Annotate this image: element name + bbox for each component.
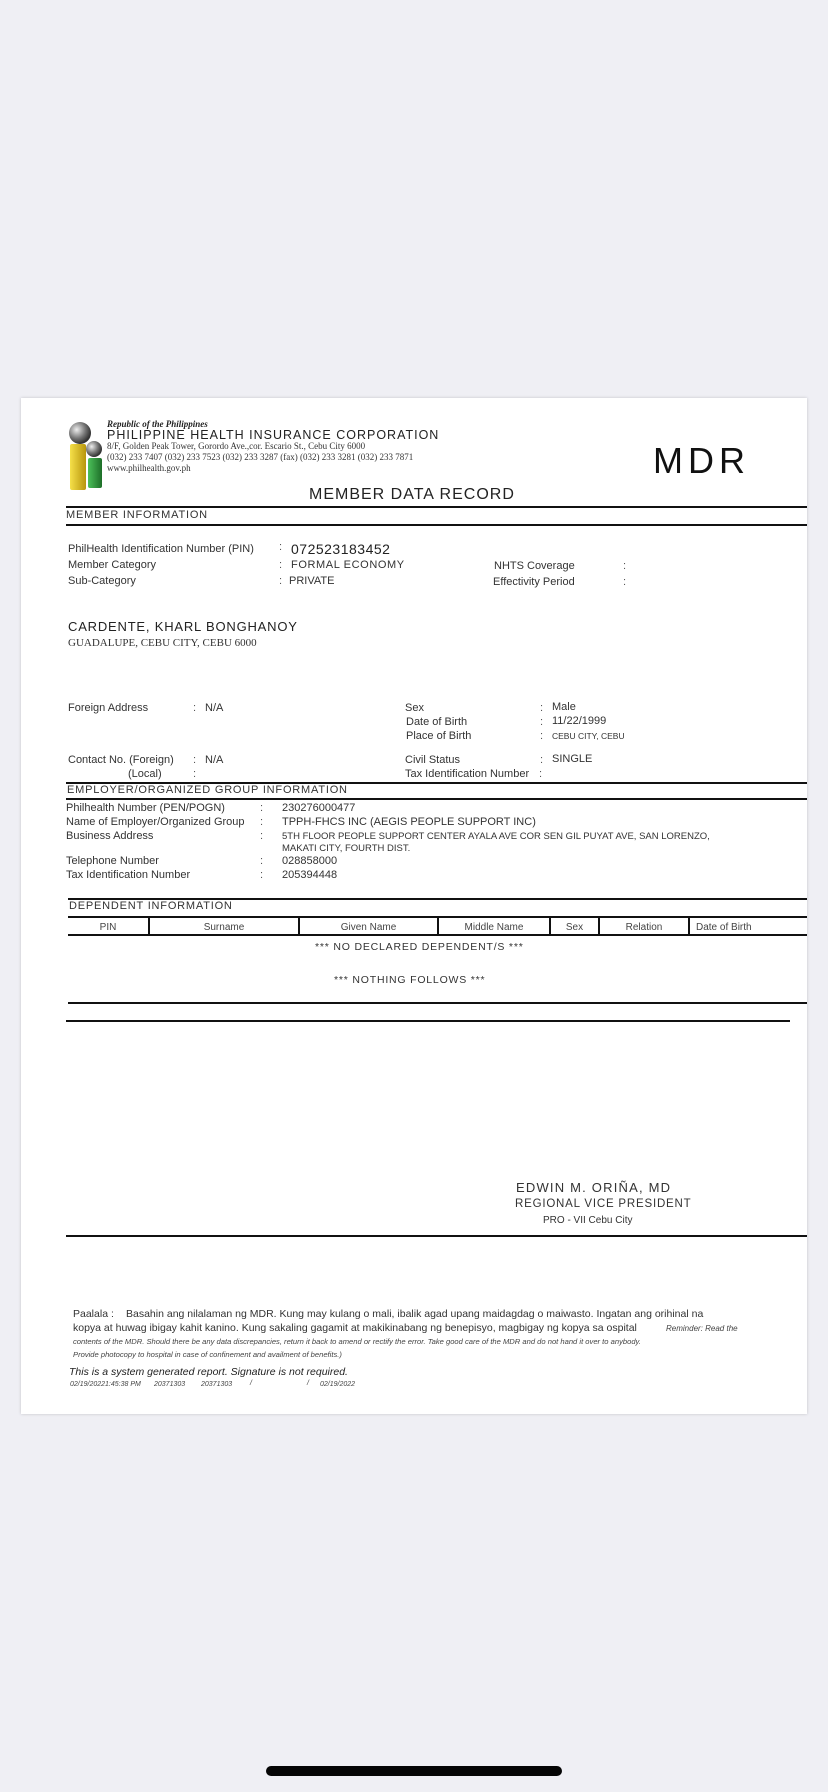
effectivity-period-label: Effectivity Period xyxy=(493,576,575,588)
no-dependents-message: *** NO DECLARED DEPENDENT/S *** xyxy=(315,941,524,953)
org-website: www.philhealth.gov.ph xyxy=(107,463,191,473)
pen-value: 230276000477 xyxy=(282,802,356,814)
pin-label: PhilHealth Identification Number (PIN) xyxy=(68,543,254,555)
business-address-line1: 5TH FLOOR PEOPLE SUPPORT CENTER AYALA AVE COR SEN GIL PUYAT AVE, SAN LORENZO, xyxy=(282,831,710,842)
reminder-line3: Provide photocopy to hospital in case of confinement and availment of benefits.) xyxy=(73,1350,342,1359)
paalala-label: Paalala : xyxy=(73,1308,114,1320)
employer-name-label: Name of Employer/Organized Group xyxy=(66,816,245,828)
paalala-line1: Basahin ang nilalaman ng MDR. Kung may kulang o mali, ibalik agad upang maidagdag o maiwasto. Ingatan ang orihinal na xyxy=(126,1308,704,1320)
sub-category-label: Sub-Category xyxy=(68,575,136,587)
signatory-name: EDWIN M. ORIÑA, MD xyxy=(516,1180,672,1195)
mdr-code: MDR xyxy=(653,440,750,481)
republic-label: Republic of the Philippines xyxy=(107,419,208,429)
civil-status-label: Civil Status xyxy=(405,754,461,766)
mdr-document: Republic of the Philippines PHILIPPINE HEALTH INSURANCE CORPORATION 8/F, Golden Peak Tower, Gorordo Ave.,cor. Escario St., Cebu City 6000 (032) 233 7407 (032) 233 7523 (032) 233 3287 (fax) (032) 233 3281 (032) 233 7871 www.philhealth.gov.ph MDR MEMBER DATA RECORD MEMBER INFORMATION PhilHealth Identification Number (PIN) : 072523183452 Member Category : FORMAL ECONOMY Sub-Category : PRIVATE NHTS Coverage : Effectivity Period : CARDENTE, KHARL BONGHANOY GUADALUPE, CEBU CITY, CEBU 6000 Foreign Address : N/A Contact No. (Foreign) : N/A (Local) : Sex : Male Date of Birth : 11/22/1999 Place of Birth : CEBU CITY, CEBU Civil Status : SINGLE Tax Identification Number : EMPLOYER/ORGANIZED GROUP INFORMATION Philhealth Number (PEN/POGN) : 230276000477 Name of Employer/Organized Group : TPPH-FHCS INC (AEGIS PEOPLE SUPPORT INC) Business Address : 5TH FLOOR PEOPLE SUPPORT CENTER AYALA AVE COR SEN GIL PUYAT AVE, SAN LORENZO, MAKATI CITY, FOURTH DIST. Telephone Number : 028858000 Tax Identification Number : 205394448 DEPENDENT INFORMATION PIN Surname Given Name Middle Name Sex Relation Date of Birth *** NO DECLARED DEPENDENT/S *** *** NOTHING FOLLOWS *** EDWIN M. ORIÑA, MD REGIONAL VICE PRESIDENT PRO - VII Cebu City Paalala : Basahin ang nilalaman ng MDR. Kung may kulang o mali, ibalik agad upang maidagdag o maiwasto. Ingatan ang orihinal na kopya at huwag ibigay kahit kanino. Kung sakaling gagamit at makikinabang ng benepisyo, magbigay ng kopya sa ospital Reminder: Read the contents of the MDR. Should there be any data discrepancies, return it back to amend or rectify the error. Take good care of the MDR and do not hand it over to anybody. Provide photocopy to hospital in case of confinement and availment of benefits.) This is a system generated report. Signature is not required. 02/19/20221:45:38 PM 20371303 20371303 / / 02/19/2022 xyxy=(21,398,807,1414)
sub-category-value: PRIVATE xyxy=(289,575,335,587)
foreign-address-label: Foreign Address xyxy=(68,702,149,714)
member-category-value: FORMAL ECONOMY xyxy=(291,559,405,571)
column-header: Given Name xyxy=(300,918,439,934)
foreign-address-value: N/A xyxy=(205,702,224,714)
tin-label: Tax Identification Number xyxy=(405,768,530,780)
column-header: Surname xyxy=(150,918,300,934)
print-separator-1: / xyxy=(250,1380,252,1387)
print-code-1: 20371303 xyxy=(154,1381,186,1388)
employer-phone-label: Telephone Number xyxy=(66,855,159,867)
column-header: Sex xyxy=(551,918,600,934)
member-info-section-title: MEMBER INFORMATION xyxy=(66,509,208,521)
reminder-line2: contents of the MDR. Should there be any data discrepancies, return it back to amend or rectify the error. Take good care of the MDR and do not hand it over to anybody. xyxy=(73,1337,641,1346)
dob-label: Date of Birth xyxy=(406,716,468,728)
contact-foreign-value: N/A xyxy=(205,754,224,766)
civil-status-value: SINGLE xyxy=(552,753,593,765)
member-home-address: GUADALUPE, CEBU CITY, CEBU 6000 xyxy=(68,637,257,649)
pob-value: CEBU CITY, CEBU xyxy=(552,731,625,741)
signatory-office: PRO - VII Cebu City xyxy=(543,1215,633,1226)
pob-label: Place of Birth xyxy=(406,730,472,742)
org-name: PHILIPPINE HEALTH INSURANCE CORPORATION xyxy=(107,428,440,442)
employer-tin-value: 205394448 xyxy=(282,869,338,881)
org-address: 8/F, Golden Peak Tower, Gorordo Ave.,cor. Escario St., Cebu City 6000 xyxy=(107,441,366,451)
business-address-label: Business Address xyxy=(66,830,154,842)
nothing-follows-message: *** NOTHING FOLLOWS *** xyxy=(334,974,486,986)
employer-name-value: TPPH-FHCS INC (AEGIS PEOPLE SUPPORT INC) xyxy=(282,816,536,828)
pin-value: 072523183452 xyxy=(291,541,391,557)
column-header: Date of Birth xyxy=(696,922,752,933)
dependent-table-header xyxy=(68,916,807,936)
employer-tin-label: Tax Identification Number xyxy=(66,869,191,881)
dependent-section-title: DEPENDENT INFORMATION xyxy=(69,900,233,912)
dob-value: 11/22/1999 xyxy=(552,715,607,727)
business-address-line2: MAKATI CITY, FOURTH DIST. xyxy=(282,843,411,854)
system-generated-note: This is a system generated report. Signature is not required. xyxy=(69,1366,348,1378)
print-code-2: 20371303 xyxy=(201,1381,233,1388)
print-date: 02/19/2022 xyxy=(320,1381,356,1388)
employer-section-title: EMPLOYER/ORGANIZED GROUP INFORMATION xyxy=(67,784,348,796)
sex-value: Male xyxy=(552,701,576,713)
org-phones: (032) 233 7407 (032) 233 7523 (032) 233 3287 (fax) (032) 233 3281 (032) 233 7871 xyxy=(107,452,414,462)
pen-label: Philhealth Number (PEN/POGN) xyxy=(66,802,225,814)
home-indicator[interactable] xyxy=(266,1766,562,1776)
document-title: MEMBER DATA RECORD xyxy=(309,486,515,503)
employer-phone-value: 028858000 xyxy=(282,855,338,867)
contact-foreign-label: Contact No. (Foreign) xyxy=(68,754,174,766)
member-category-label: Member Category xyxy=(68,559,157,571)
paalala-line2: kopya at huwag ibigay kahit kanino. Kung sakaling gagamit at makikinabang ng benepisyo, magbigay ng kopya sa ospital xyxy=(73,1322,637,1334)
column-header: Middle Name xyxy=(439,918,551,934)
philhealth-logo-icon xyxy=(68,420,112,492)
signatory-title: REGIONAL VICE PRESIDENT xyxy=(515,1198,692,1210)
print-separator-2: / xyxy=(307,1380,309,1387)
member-name: CARDENTE, KHARL BONGHANOY xyxy=(68,619,298,634)
column-header: PIN xyxy=(68,918,150,934)
nhts-coverage-label: NHTS Coverage xyxy=(494,560,575,572)
column-header: Relation xyxy=(600,918,690,934)
sex-label: Sex xyxy=(405,702,424,714)
print-timestamp: 02/19/20221:45:38 PM xyxy=(70,1381,141,1388)
reminder-line1: Reminder: Read the xyxy=(666,1324,738,1333)
contact-local-label: (Local) xyxy=(128,768,162,780)
